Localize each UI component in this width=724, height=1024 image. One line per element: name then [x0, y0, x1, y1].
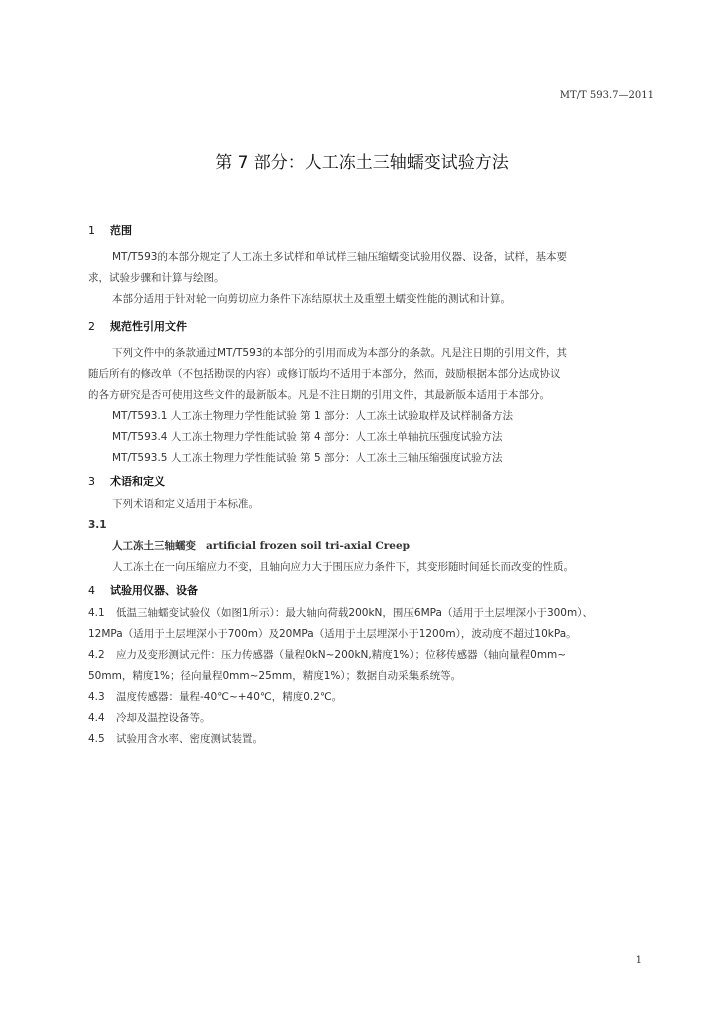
item-text: 冷却及温控设备等。 — [116, 712, 211, 724]
paragraph-line: 本部分适用于针对轮一向剪切应力条件下冻结原状土及重塑土蠕变性能的测试和计算。 — [112, 293, 511, 305]
terms-text — [88, 494, 654, 578]
section-heading — [88, 473, 654, 489]
term-entry — [88, 536, 654, 557]
section-number: 1 — [88, 224, 95, 237]
references-text — [88, 343, 654, 469]
item-text: 低温三轴蠕变试验仪（如图1所示）：最大轴向荷载200kN，围压6MPa（适用于土层埋深小于300m）、 — [116, 607, 593, 619]
item-text: 应力及变形测试元件：压力传感器（量程0kN~200kN,精度1%）；位移传感器（轴向量程0mm~ — [116, 649, 567, 661]
paragraph-line: 的各方研究是否可使用这些文件的最新版本。凡是不注日期的引用文件，其最新版本适用于本部分。 — [88, 389, 550, 401]
section-normative-references — [88, 318, 654, 334]
item-number: 4.3 — [88, 691, 105, 703]
section-title: 规范性引用文件 — [110, 320, 187, 333]
section-heading — [88, 582, 654, 598]
item-text: 温度传感器：量程-40℃~+40℃，精度0.2℃。 — [116, 691, 343, 703]
section-title: 试验用仪器、设备 — [110, 584, 198, 597]
term-chinese: 人工冻土三轴蠕变 — [112, 540, 196, 552]
list-item — [88, 645, 654, 666]
reference-item: MT/T593.5 人工冻土物理力学性能试验 第 5 部分：人工冻土三轴压缩强度试验方法 — [112, 452, 503, 464]
section-heading — [88, 222, 654, 238]
paragraph-line: 求，试验步骤和计算与绘图。 — [88, 272, 225, 284]
item-number: 4.4 — [88, 712, 105, 724]
subsection-number: 3.1 — [88, 519, 107, 531]
list-item — [88, 687, 654, 708]
item-number: 4.5 — [88, 733, 105, 745]
page-title: 第 7 部分：人工冻土三轴蠕变试验方法 — [215, 153, 509, 173]
section-apparatus — [88, 582, 654, 598]
section-terms — [88, 473, 654, 489]
apparatus-list — [88, 603, 654, 750]
item-number: 4.2 — [88, 649, 105, 661]
list-item — [88, 603, 654, 624]
paragraph-line: 下列文件中的条款通过MT/T593的本部分的引用而成为本部分的条款。凡是注日期的引用文件，其 — [112, 347, 567, 359]
list-item — [88, 708, 654, 729]
section-number: 4 — [88, 584, 95, 597]
scope-text — [88, 247, 654, 310]
list-item-continuation: 12MPa（适用于土层埋深小于700m）及20MPa（适用于土层埋深小于1200m），波动度不超过10kPa。 — [88, 628, 577, 640]
item-text: 试验用含水率、密度测试装置。 — [116, 733, 263, 745]
section-heading — [88, 318, 654, 334]
reference-item: MT/T593.4 人工冻土物理力学性能试验 第 4 部分：人工冻土单轴抗压强度试验方法 — [112, 431, 503, 443]
section-title: 术语和定义 — [110, 475, 165, 488]
document-code: MT/T 593.7—2011 — [559, 90, 654, 101]
section-scope — [88, 222, 654, 238]
section-title: 范围 — [110, 224, 132, 237]
list-item-continuation: 50mm，精度1%；径向量程0mm~25mm，精度1%）；数据自动采集系统等。 — [88, 670, 462, 682]
paragraph-line: 随后所有的修改单（不包括勘误的内容）或修订版均不适用于本部分，然而，鼓励根据本部分达成协议 — [88, 368, 561, 380]
paragraph-line: 下列术语和定义适用于本标准。 — [112, 498, 259, 510]
reference-item: MT/T593.1 人工冻土物理力学性能试验 第 1 部分：人工冻土试验取样及试样制备方法 — [112, 410, 514, 422]
item-number: 4.1 — [88, 607, 105, 619]
paragraph-line: MT/T593的本部分规定了人工冻土多试样和单试样三轴压缩蠕变试验用仪器、设备，试样，基本要 — [112, 251, 567, 263]
section-number: 2 — [88, 320, 95, 333]
list-item — [88, 729, 654, 750]
page-number: 1 — [635, 955, 642, 966]
term-definition: 人工冻土在一向压缩应力不变，且轴向应力大于围压应力条件下，其变形随时间延长而改变的性质。 — [112, 561, 574, 573]
section-number: 3 — [88, 475, 95, 488]
term-english: artificial frozen soil tri-axial Creep — [206, 540, 410, 552]
